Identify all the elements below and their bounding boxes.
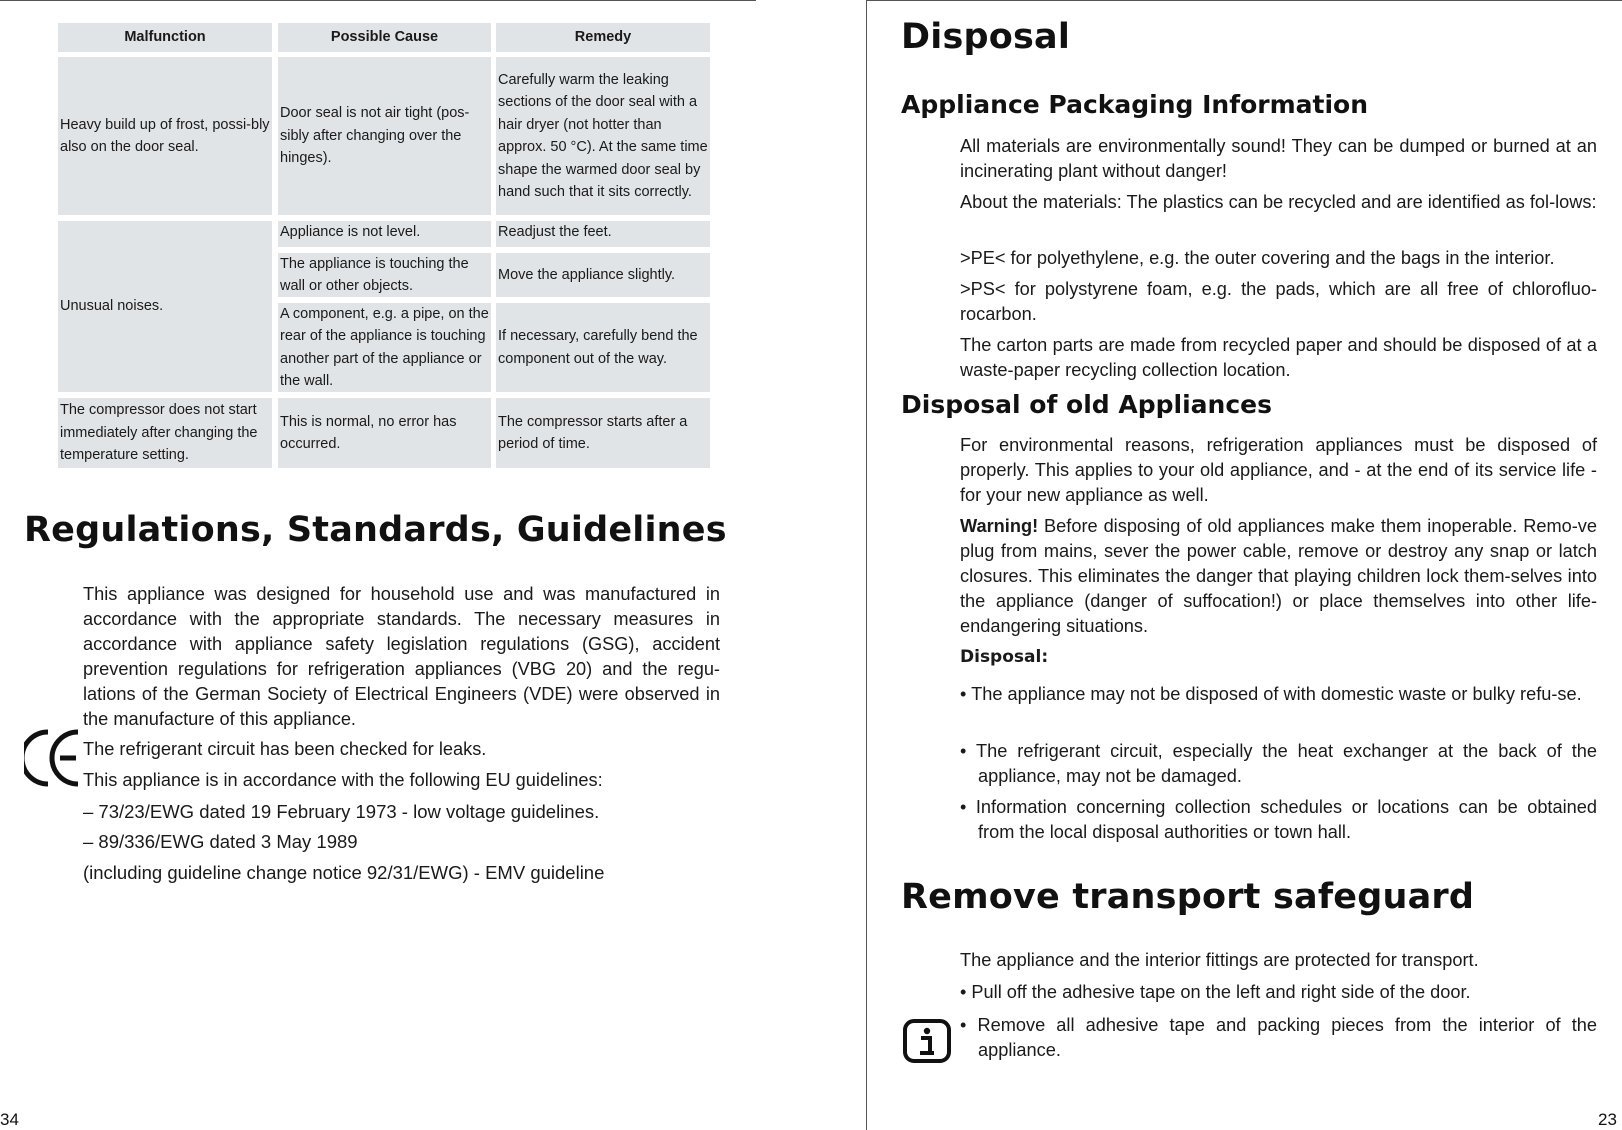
table-cell: Door seal is not air tight (pos-sibly after changing over the hinges). bbox=[278, 57, 491, 215]
eu-guidelines-intro: This appliance is in accordance with the following EU guidelines: bbox=[83, 770, 603, 790]
page-edge-rule bbox=[866, 0, 867, 1130]
page-number: 23 bbox=[1598, 1110, 1617, 1129]
table-cell: Heavy build up of frost, possi-bly also on the door seal. bbox=[58, 57, 272, 215]
table-cell: The compressor starts after a period of time. bbox=[496, 398, 710, 468]
packaging-heading: Appliance Packaging Information bbox=[901, 90, 1369, 119]
disposal-title: Disposal bbox=[901, 17, 1071, 57]
list-item: • Remove all adhesive tape and packing pieces from the interior of the appliance. bbox=[960, 1015, 1597, 1060]
table-cell: A component, e.g. a pipe, on the rear of the appliance is touching another part of the appliance or the wall. bbox=[278, 303, 491, 392]
list-item: • Information concerning collection schedules or locations can be obtained from the local disposal authorities or town hall. bbox=[960, 797, 1597, 842]
table-cell: If necessary, carefully bend the component out of the way. bbox=[496, 303, 710, 392]
old-appliances-heading: Disposal of old Appliances bbox=[901, 390, 1272, 419]
header-malfunction: Malfunction bbox=[58, 23, 272, 52]
guideline-line: (including guideline change notice 92/31/EWG) - EMV guideline bbox=[83, 862, 605, 883]
old-appliances-paragraph: For environmental reasons, refrigeration appliances must be disposed of properly. This applies to your old appliance, and - at the end of its service life - for your new appliance as well. bbox=[960, 435, 1597, 505]
table-cell: Move the appliance slightly. bbox=[496, 253, 710, 297]
warning-text: Before disposing of old appliances make them inoperable. Remo-ve plug from mains, sever the power cable, remove or destroy any snap or latch closures. This eliminates the danger that playing children lock them-selves into the appliance (danger of suffocation!) or place themselves into other life-endangering situations. bbox=[960, 516, 1597, 636]
packaging-paragraph: About the materials: The plastics can be recycled and are identified as fol-lows: bbox=[960, 192, 1597, 212]
regulations-paragraph: This appliance was designed for household use and was manufactured in accordance with the appropriate standards. The necessary measures in accordance with appliance safety legislation regulations (GSG), accident prevention regulations for refrigeration appliances (VBG 20) and the regu-lations of the German Society of Electrical Engineers (VDE) were observed in the manufacture of this appliance. bbox=[83, 584, 720, 729]
packaging-paragraph: All materials are environmentally sound! They can be dumped or burned at an incinerating plant without danger! bbox=[960, 136, 1597, 181]
table-cell: Appliance is not level. bbox=[278, 221, 491, 247]
table-cell: Carefully warm the leaking sections of the door seal with a hair dryer (not hotter than approx. 50 °C). At the same time shape the warmed door seal by hand such that it sits correctly. bbox=[496, 57, 710, 215]
table-cell: The compressor does not start immediately after changing the temperature setting. bbox=[58, 398, 272, 468]
table-cell: Unusual noises. bbox=[58, 221, 272, 392]
transport-title: Remove transport safeguard bbox=[901, 877, 1475, 917]
table-cell: The appliance is touching the wall or other objects. bbox=[278, 253, 491, 297]
list-item: • The appliance may not be disposed of with domestic waste or bulky refu-se. bbox=[960, 684, 1582, 704]
list-item: • The refrigerant circuit, especially the heat exchanger at the back of the appliance, may not be damaged. bbox=[960, 741, 1597, 786]
header-remedy: Remedy bbox=[496, 23, 710, 52]
top-rule bbox=[866, 0, 1622, 1]
disposal-label: Disposal: bbox=[960, 647, 1049, 667]
list-item: • Pull off the adhesive tape on the left and right side of the door. bbox=[960, 982, 1471, 1002]
table-cell: Readjust the feet. bbox=[496, 221, 710, 247]
warning-paragraph bbox=[960, 514, 1597, 639]
guideline-line: – 89/336/EWG dated 3 May 1989 bbox=[83, 831, 358, 852]
page-number: 34 bbox=[0, 1110, 19, 1129]
header-possible-cause: Possible Cause bbox=[278, 23, 491, 52]
guideline-line: – 73/23/EWG dated 19 February 1973 - low voltage guidelines. bbox=[83, 801, 600, 822]
regulations-title: Regulations, Standards, Guidelines bbox=[24, 510, 727, 550]
ce-mark-icon bbox=[24, 728, 82, 788]
warning-label: Warning! bbox=[960, 516, 1039, 536]
left-page bbox=[0, 0, 760, 1130]
table-cell: This is normal, no error has occurred. bbox=[278, 398, 491, 468]
packaging-paragraph: >PS< for polystyrene foam, e.g. the pads, which are all free of chlorofluo-rocarbon. bbox=[960, 279, 1597, 324]
leak-check-text: The refrigerant circuit has been checked for leaks. bbox=[83, 739, 487, 759]
info-icon bbox=[902, 1018, 952, 1064]
top-rule bbox=[0, 0, 756, 1]
packaging-paragraph: >PE< for polyethylene, e.g. the outer covering and the bags in the interior. bbox=[960, 248, 1555, 268]
transport-paragraph: The appliance and the interior fittings are protected for transport. bbox=[960, 950, 1479, 970]
packaging-paragraph: The carton parts are made from recycled paper and should be disposed of at a waste-paper recycling collection location. bbox=[960, 335, 1597, 380]
